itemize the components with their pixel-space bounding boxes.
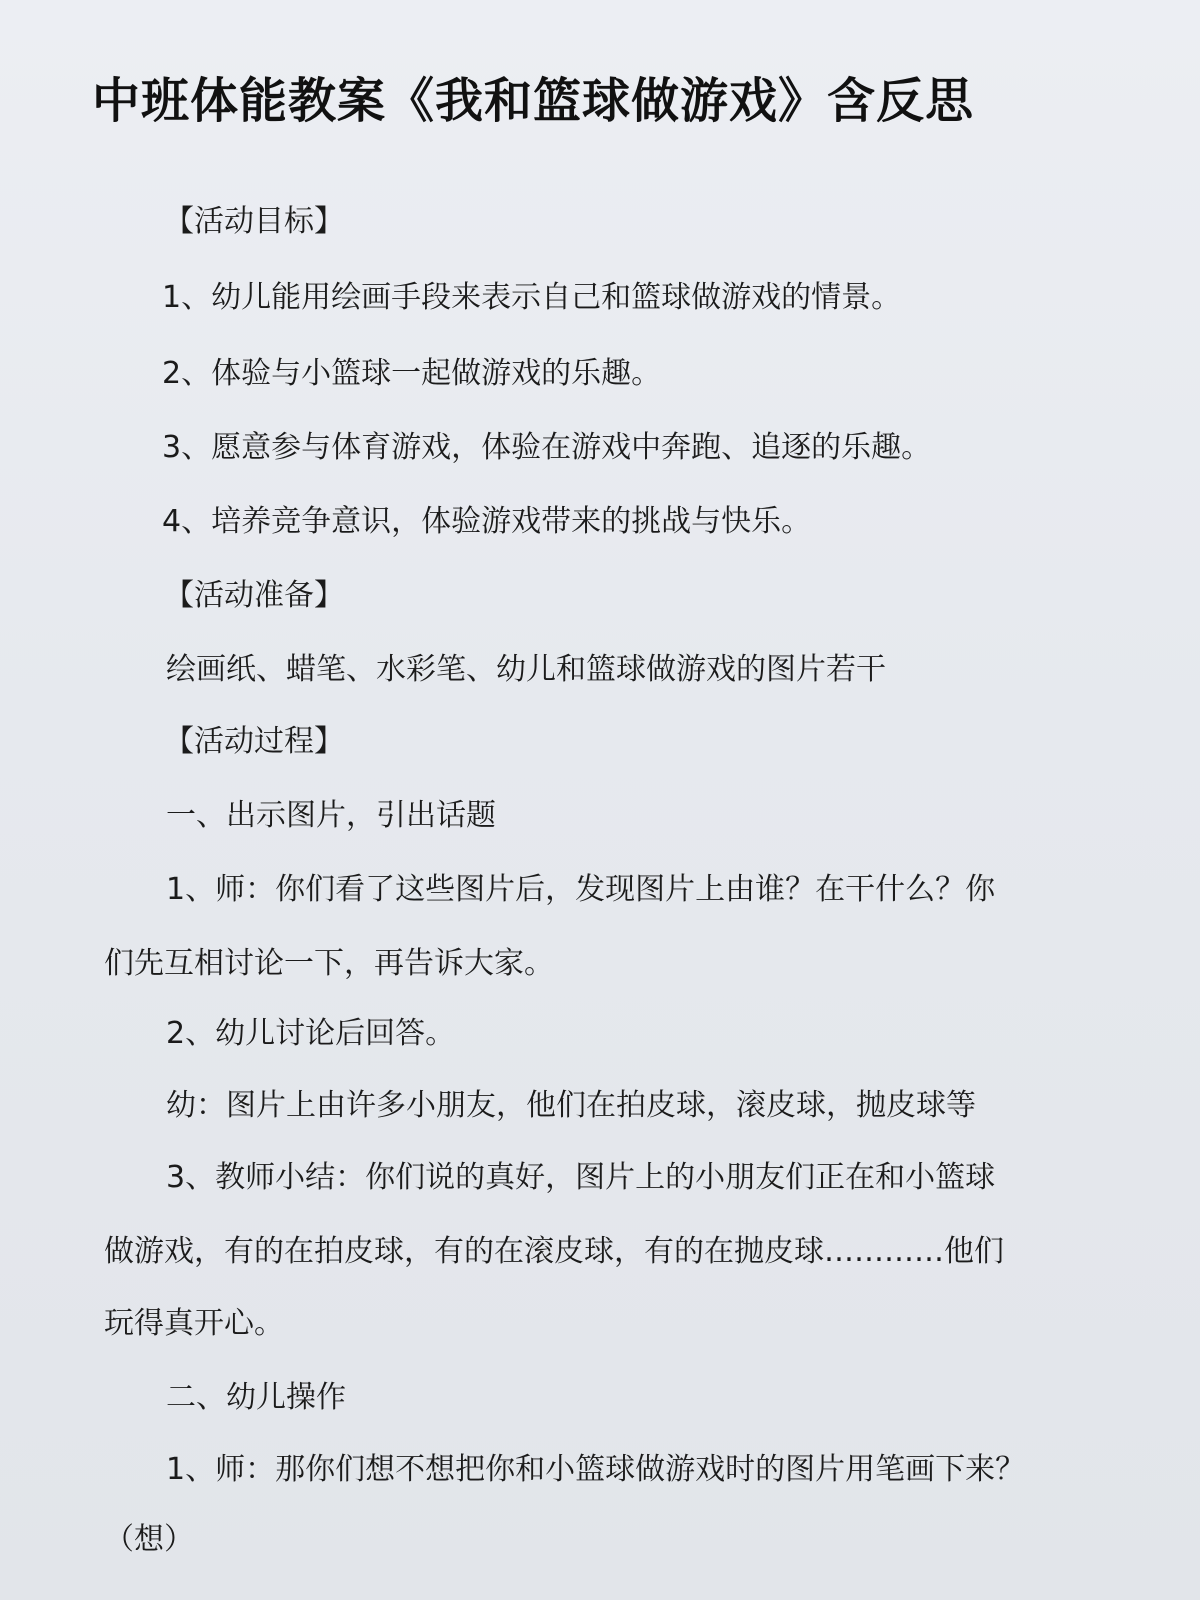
preparation-text: 绘画纸、蜡笔、水彩笔、幼儿和篮球做游戏的图片若干 [166, 652, 886, 687]
paragraph-line: 2、幼儿讨论后回答。 [166, 1016, 456, 1051]
paragraph-line: 3、教师小结：你们说的真好，图片上的小朋友们正在和小篮球 [166, 1160, 996, 1195]
paragraph-line: 玩得真开心。 [104, 1306, 284, 1341]
section-heading-process: 【活动过程】 [164, 724, 344, 759]
goal-item-1: 1、幼儿能用绘画手段来表示自己和篮球做游戏的情景。 [162, 280, 902, 315]
paragraph-line: 1、师：那你们想不想把你和小篮球做游戏时的图片用笔画下来？ [166, 1452, 1026, 1487]
section-heading-goals: 【活动目标】 [164, 204, 344, 239]
paragraph-line: （想） [104, 1522, 194, 1557]
process-step-2-heading: 二、幼儿操作 [166, 1380, 346, 1415]
process-step-1-heading: 一、出示图片，引出话题 [166, 798, 496, 833]
goal-item-3: 3、愿意参与体育游戏，体验在游戏中奔跑、追逐的乐趣。 [162, 430, 932, 465]
goal-item-4: 4、培养竞争意识，体验游戏带来的挑战与快乐。 [162, 504, 812, 539]
section-heading-preparation: 【活动准备】 [164, 578, 344, 613]
document-title: 中班体能教案《我和篮球做游戏》含反思 [92, 73, 975, 129]
goal-item-2: 2、体验与小篮球一起做游戏的乐趣。 [162, 356, 662, 391]
paragraph-line: 们先互相讨论一下，再告诉大家。 [104, 946, 554, 981]
paragraph-line: 做游戏，有的在拍皮球，有的在滚皮球，有的在抛皮球…………他们 [104, 1234, 1004, 1269]
paragraph-line: 1、师：你们看了这些图片后，发现图片上由谁？在干什么？你 [166, 872, 996, 907]
paragraph-line: 幼：图片上由许多小朋友，他们在拍皮球，滚皮球，抛皮球等 [166, 1088, 976, 1123]
